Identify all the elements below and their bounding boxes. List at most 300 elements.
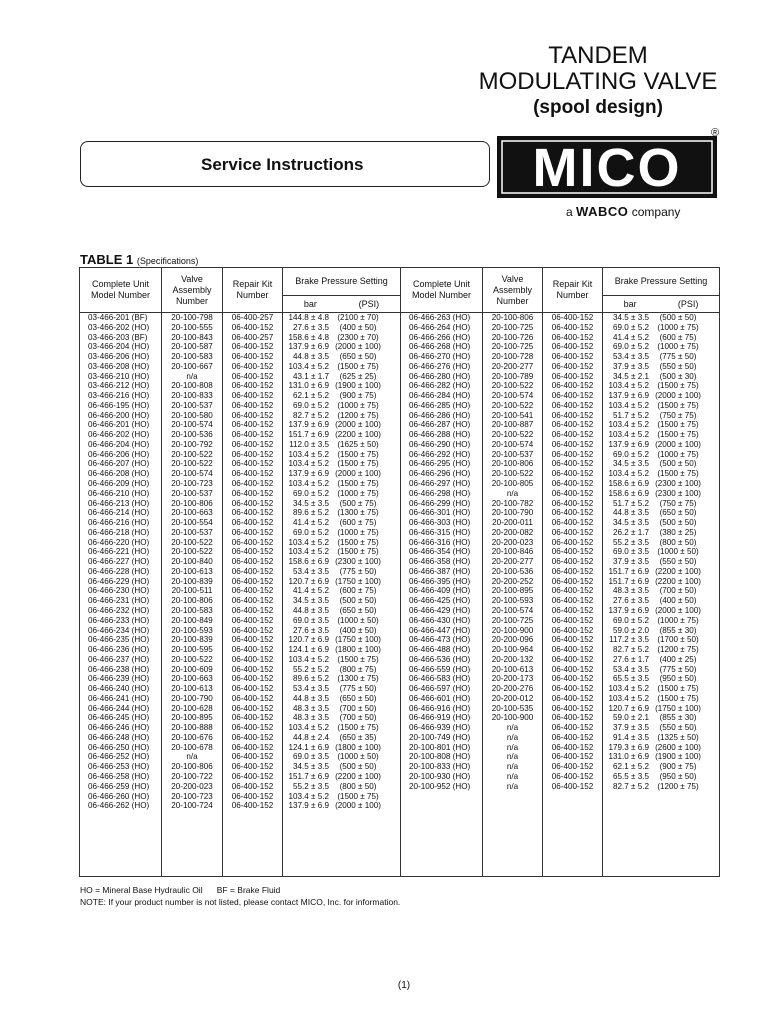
psi-value: (900 ± 75)	[659, 762, 697, 772]
table-cell: 06-400-152	[551, 654, 594, 664]
service-instructions-label: Service Instructions	[201, 155, 364, 174]
header-bar-psi	[603, 296, 720, 313]
bar-value: 48.3 ± 3.5	[613, 586, 649, 596]
psi-value: (750 ± 75)	[659, 498, 697, 508]
header-psi: (PSI)	[358, 298, 380, 309]
psi-value: (2600 ± 100)	[655, 742, 701, 752]
psi-value: (1800 ± 100)	[335, 742, 381, 752]
bar-value: 41.4 ± 5.2	[293, 586, 329, 596]
table-cell: 03-466-212 (HO)	[88, 381, 150, 391]
bar-value: 27.6 ± 3.5	[293, 322, 329, 332]
table-cell: 06-466-270 (HO)	[409, 352, 471, 362]
table-cell: n/a	[186, 752, 198, 762]
table-cell: 06-400-152	[551, 391, 594, 401]
bar-value: 41.4 ± 5.2	[293, 518, 329, 528]
table-cell: 06-400-152	[551, 352, 594, 362]
table-cell: 20-100-536	[491, 566, 534, 576]
table-cell: 20-100-587	[171, 342, 213, 352]
table-cell: 06-466-220 (HO)	[88, 537, 150, 547]
brake-pressure-cell	[603, 586, 719, 596]
specifications-table	[79, 267, 720, 877]
table-cell: 06-466-213 (HO)	[88, 498, 150, 508]
table-cell: 06-466-286 (HO)	[409, 410, 471, 420]
table-cell: 20-100-728	[491, 352, 534, 362]
table-cell: 20-200-252	[491, 576, 534, 586]
brake-pressure-cell	[603, 391, 719, 401]
brake-pressure-cell	[603, 616, 719, 626]
brake-pressure-cell	[283, 792, 400, 802]
table-cell: 20-100-792	[171, 439, 213, 449]
table-cell: 06-466-358 (HO)	[409, 557, 471, 567]
table-cell: n/a	[506, 488, 519, 498]
table-cell: 20-100-537	[491, 449, 534, 459]
table-cell: 06-466-235 (HO)	[88, 635, 150, 645]
doc-title-line2: MODULATING VALVE	[478, 68, 718, 95]
table-cell: 06-400-152	[551, 566, 594, 576]
bar-value: 51.7 ± 5.2	[613, 498, 649, 508]
bar-value: 69.0 ± 5.2	[613, 322, 649, 332]
psi-value: (2300 ± 100)	[655, 488, 701, 498]
table-cell: 06-466-234 (HO)	[88, 625, 150, 635]
brake-pressure-cell	[283, 440, 400, 450]
psi-value: (700 ± 50)	[339, 713, 377, 723]
table-cell: 03-466-208 (HO)	[88, 361, 150, 371]
table-cell: 06-400-152	[231, 596, 274, 606]
brake-pressure-cell	[603, 538, 719, 548]
psi-value: (700 ± 50)	[339, 703, 377, 713]
brake-pressure-cell	[603, 313, 719, 323]
brake-pressure-cell	[603, 479, 719, 489]
bar-value: 37.9 ± 3.5	[613, 723, 649, 733]
table-cell: 06-400-152	[551, 645, 594, 655]
table-cell: 06-466-260 (HO)	[88, 791, 150, 801]
brake-pressure-cell	[603, 557, 719, 567]
table-cell: 03-466-216 (HO)	[88, 391, 150, 401]
table-cell: 06-400-152	[551, 381, 594, 391]
bar-value: 59.0 ± 2.1	[613, 713, 649, 723]
brake-pressure-cell	[283, 674, 400, 684]
table-cell: n/a	[506, 762, 519, 772]
table-cell: 06-400-152	[231, 605, 274, 615]
bar-value: 62.1 ± 5.2	[293, 391, 329, 401]
bar-value: 69.0 ± 3.5	[293, 752, 329, 762]
bar-value: 124.1 ± 6.9	[288, 645, 329, 655]
table-cell: 20-100-676	[171, 732, 213, 742]
bar-value: 69.0 ± 5.2	[293, 400, 329, 410]
bar-value: 158.6 ± 4.8	[288, 332, 329, 342]
table-cell: 06-400-152	[231, 518, 274, 528]
table-cell: 06-466-290 (HO)	[409, 439, 471, 449]
table-cell: 06-466-248 (HO)	[88, 732, 150, 742]
table-cell: 06-400-152	[551, 615, 594, 625]
bar-value: 103.4 ± 5.2	[288, 537, 329, 547]
table-cell: 20-100-789	[491, 371, 534, 381]
table-cell: 20-100-798	[171, 313, 213, 322]
brake-pressure-cell	[283, 694, 400, 704]
table-cell: 06-400-152	[231, 410, 274, 420]
table-cell: 20-100-537	[171, 527, 213, 537]
bar-value: 34.5 ± 3.5	[293, 762, 329, 772]
bar-value: 131.0 ± 6.9	[608, 752, 649, 762]
table-cell: 20-100-613	[491, 664, 534, 674]
brake-pressure-cell	[603, 772, 719, 782]
psi-value: (2000 ± 100)	[335, 342, 381, 352]
brake-pressure-cell	[603, 567, 719, 577]
brake-pressure-cell	[603, 381, 719, 391]
table-cell: 06-466-244 (HO)	[88, 703, 150, 713]
table-cell: 06-466-447 (HO)	[409, 625, 471, 635]
page-number: (1)	[397, 980, 411, 991]
psi-value: (600 ± 75)	[339, 518, 377, 528]
table-cell: 06-400-152	[551, 430, 594, 440]
psi-value: (1500 ± 75)	[657, 420, 699, 430]
bar-value: 151.7 ± 6.9	[288, 430, 329, 440]
table-cell: 20-100-537	[171, 488, 213, 498]
table-cell: 06-466-919 (HO)	[409, 713, 471, 723]
psi-value: (1000 ± 75)	[657, 322, 699, 332]
table-cell: 06-466-559 (HO)	[409, 664, 471, 674]
table-cell: 20-100-895	[171, 713, 213, 723]
header-valve: Valve Assembly Number	[483, 268, 543, 313]
brake-pressure-cell	[603, 743, 719, 753]
psi-value: (1900 ± 100)	[655, 752, 701, 762]
header-bar: bar	[623, 298, 637, 309]
table-cell: 06-400-152	[551, 781, 594, 791]
bar-value: 103.4 ± 5.2	[608, 381, 649, 391]
psi-value: (650 ± 50)	[659, 508, 697, 518]
brake-pressure-cell	[283, 401, 400, 411]
table-cell: 20-100-522	[171, 537, 213, 547]
psi-value: (500 ± 50)	[339, 596, 377, 606]
bar-value: 69.0 ± 5.2	[613, 449, 649, 459]
brake-pressure-cell	[603, 694, 719, 704]
psi-value: (550 ± 50)	[659, 557, 697, 567]
table-cell: 06-466-536 (HO)	[409, 654, 471, 664]
brake-pressure-cell	[603, 362, 719, 372]
table-cell: n/a	[506, 723, 519, 733]
psi-value: (2300 ± 100)	[335, 557, 381, 567]
psi-value: (775 ± 50)	[339, 684, 377, 694]
psi-value: (1200 ± 75)	[657, 781, 699, 791]
bar-value: 137.9 ± 6.9	[288, 342, 329, 352]
psi-value: (1500 ± 75)	[657, 684, 699, 694]
bar-value: 44.8 ± 2.4	[293, 732, 329, 742]
brake-pressure-cell	[603, 469, 719, 479]
table-cell: 20-100-555	[171, 322, 213, 332]
bar-value: 137.9 ± 6.9	[288, 801, 329, 811]
bar-value: 53.4 ± 3.5	[613, 664, 649, 674]
psi-value: (1750 ± 100)	[655, 703, 701, 713]
bar-value: 65.5 ± 3.5	[613, 674, 649, 684]
brake-pressure-cell	[603, 655, 719, 665]
brake-pressure-cell	[283, 577, 400, 587]
brake-pressure-cell	[283, 557, 400, 567]
brake-pressure-cell	[283, 469, 400, 479]
table-cell: 06-400-152	[231, 342, 274, 352]
table-cell: n/a	[506, 732, 519, 742]
table-cell: 06-400-152	[231, 557, 274, 567]
psi-value: (550 ± 50)	[659, 361, 697, 371]
table-cell: 20-200-276	[491, 684, 534, 694]
legend-note: HO = Mineral Base Hydraulic Oil BF = Brake Fluid	[80, 885, 281, 895]
table-cell: 20-100-613	[171, 684, 213, 694]
bar-value: 27.6 ± 3.5	[613, 596, 649, 606]
table-cell: 06-466-206 (HO)	[88, 449, 150, 459]
table-cell: 06-466-395 (HO)	[409, 576, 471, 586]
table-cell: 20-100-535	[491, 703, 534, 713]
brake-pressure-cell	[603, 440, 719, 450]
table-cell: 20-100-790	[171, 693, 213, 703]
brake-pressure-cell	[603, 411, 719, 421]
psi-value: (900 ± 75)	[339, 391, 377, 401]
table-cell: 20-200-132	[491, 654, 534, 664]
table-cell: 20-100-725	[491, 615, 534, 625]
bar-value: 44.8 ± 3.5	[293, 693, 329, 703]
table-cell: 06-400-152	[551, 732, 594, 742]
table-cell: 06-400-152	[551, 742, 594, 752]
bar-value: 112.0 ± 3.5	[289, 439, 329, 449]
table-cell: 20-100-806	[171, 498, 213, 508]
table-cell: 06-466-354 (HO)	[409, 547, 471, 557]
bar-value: 151.7 ± 6.9	[608, 566, 649, 576]
brake-pressure-cell	[603, 333, 719, 343]
table-cell: 06-400-152	[551, 586, 594, 596]
table-cell: 06-400-152	[231, 791, 274, 801]
table-cell: 20-100-522	[491, 430, 534, 440]
table-cell: 20-100-839	[171, 576, 213, 586]
bar-value: 82.7 ± 5.2	[613, 781, 649, 791]
bar-value: 137.9 ± 6.9	[608, 391, 649, 401]
psi-value: (1500 ± 75)	[337, 449, 379, 459]
table-cell: 06-466-429 (HO)	[409, 605, 471, 615]
brake-pressure-cell	[283, 665, 400, 675]
psi-value: (500 ± 30)	[659, 371, 697, 381]
table-cell: 06-400-152	[551, 313, 594, 322]
psi-value: (2000 ± 100)	[655, 439, 701, 449]
brake-pressure-cell	[283, 479, 400, 489]
bar-value: 55.2 ± 3.5	[613, 537, 649, 547]
table-cell: 06-400-152	[551, 400, 594, 410]
table-cell: 20-100-833 (HO)	[409, 762, 471, 772]
bar-value: 82.7 ± 5.2	[293, 410, 329, 420]
table-cell: 06-466-236 (HO)	[88, 645, 150, 655]
bar-value: 124.1 ± 6.9	[288, 742, 329, 752]
table-caption	[80, 252, 198, 267]
bar-value: 103.4 ± 5.2	[288, 547, 329, 557]
table-cell: 06-400-152	[231, 576, 274, 586]
brake-pressure-cell	[283, 362, 400, 372]
header-model: Complete Unit Model Number	[80, 268, 162, 313]
table-cell: 06-466-301 (HO)	[409, 508, 471, 518]
table-cell: 06-466-263 (HO)	[409, 313, 471, 322]
brake-pressure-cell	[283, 489, 400, 499]
psi-value: (775 ± 50)	[339, 566, 377, 576]
table-cell: 20-100-593	[171, 625, 213, 635]
psi-value: (400 ± 50)	[339, 322, 377, 332]
brake-pressure-cell	[603, 547, 719, 557]
table-cell: 20-100-580	[171, 410, 213, 420]
table-cell: 06-400-152	[551, 508, 594, 518]
bar-value: 53.4 ± 3.5	[293, 684, 329, 694]
psi-value: (1000 ± 75)	[657, 449, 699, 459]
psi-value: (1500 ± 75)	[657, 693, 699, 703]
psi-value: (1500 ± 75)	[657, 400, 699, 410]
table-cell: 06-466-245 (HO)	[88, 713, 150, 723]
psi-value: (1500 ± 75)	[337, 479, 379, 489]
psi-value: (1000 ± 75)	[337, 527, 379, 537]
bar-value: 53.4 ± 3.5	[613, 352, 649, 362]
table-cell: 20-100-574	[171, 469, 213, 479]
table-cell: 06-400-152	[231, 752, 274, 762]
table-cell: 06-466-473 (HO)	[409, 635, 471, 645]
table-cell: 20-100-574	[491, 605, 534, 615]
psi-value: (650 ± 35)	[339, 732, 377, 742]
psi-value: (2300 ± 70)	[337, 332, 379, 342]
wabco-brand: WABCO	[576, 204, 629, 219]
psi-value: (1500 ± 75)	[337, 791, 379, 801]
table-cell: 20-100-723	[171, 479, 213, 489]
brake-pressure-cell	[603, 450, 719, 460]
table-cell: 06-400-152	[231, 586, 274, 596]
table-cell: 20-100-849	[171, 615, 213, 625]
header-bar-psi	[283, 296, 401, 313]
table-cell: 06-466-241 (HO)	[88, 693, 150, 703]
table-cell: 06-400-152	[231, 713, 274, 723]
table-cell: 20-200-012	[491, 693, 534, 703]
brake-pressure-cell	[283, 713, 400, 723]
table-cell: 06-466-216 (HO)	[88, 518, 150, 528]
table-cell: 06-466-298 (HO)	[409, 488, 471, 498]
brake-pressure-cell	[603, 352, 719, 362]
bar-value: 137.9 ± 6.9	[288, 469, 329, 479]
bar-value: 44.8 ± 3.5	[293, 352, 329, 362]
brake-pressure-cell	[283, 801, 400, 811]
brake-pressure-cell	[283, 333, 400, 343]
psi-value: (1500 ± 75)	[337, 654, 379, 664]
table-cell: 06-400-152	[231, 625, 274, 635]
table-cell: 06-466-201 (HO)	[88, 420, 150, 430]
bar-value: 131.0 ± 6.9	[288, 381, 329, 391]
psi-value: (1000 ± 75)	[337, 400, 379, 410]
table-cell: 20-100-522	[491, 400, 534, 410]
tagline-prefix: a	[566, 205, 573, 219]
table-cell: 06-400-152	[551, 449, 594, 459]
table-cell: 20-100-522	[171, 449, 213, 459]
brake-pressure-cell	[283, 411, 400, 421]
table-cell: 06-400-152	[231, 488, 274, 498]
table-cell: 06-466-387 (HO)	[409, 566, 471, 576]
psi-value: (1200 ± 75)	[657, 645, 699, 655]
table-caption-title: TABLE 1	[80, 252, 134, 267]
brake-pressure-cell	[603, 626, 719, 636]
bar-value: 103.4 ± 5.2	[608, 469, 649, 479]
table-cell: 03-466-206 (HO)	[88, 352, 150, 362]
table-cell: 06-466-230 (HO)	[88, 586, 150, 596]
brake-pressure-cell	[283, 743, 400, 753]
table-cell: 06-466-296 (HO)	[409, 469, 471, 479]
psi-value: (1000 ± 50)	[337, 752, 379, 762]
table-cell: 20-100-536	[171, 430, 213, 440]
psi-value: (775 ± 50)	[659, 664, 697, 674]
bar-value: 91.4 ± 3.5	[613, 732, 649, 742]
table-cell: 06-400-152	[231, 508, 274, 518]
table-cell: 20-100-678	[171, 742, 213, 752]
brake-pressure-cell	[603, 508, 719, 518]
table-cell: 20-100-839	[171, 635, 213, 645]
bar-value: 137.9 ± 6.9	[608, 605, 649, 615]
table-cell: 06-400-152	[231, 537, 274, 547]
brake-pressure-cell	[283, 596, 400, 606]
psi-value: (1500 ± 75)	[337, 459, 379, 469]
bar-value: 62.1 ± 5.2	[613, 762, 649, 772]
table-cell: 06-466-209 (HO)	[88, 479, 150, 489]
table-cell: 06-400-152	[551, 410, 594, 420]
table-cell: 20-100-663	[171, 674, 213, 684]
table-cell: 06-466-240 (HO)	[88, 684, 150, 694]
right-model-column	[401, 313, 483, 877]
table-cell: 06-466-246 (HO)	[88, 723, 150, 733]
brake-pressure-cell	[283, 606, 400, 616]
table-cell: 06-466-210 (HO)	[88, 488, 150, 498]
bar-value: 103.4 ± 5.2	[608, 693, 649, 703]
table-cell: 06-466-430 (HO)	[409, 615, 471, 625]
table-cell: 06-400-152	[231, 664, 274, 674]
table-cell: 06-400-152	[231, 469, 274, 479]
table-cell: 06-466-285 (HO)	[409, 400, 471, 410]
left-valve-column	[162, 313, 223, 877]
brake-pressure-cell	[283, 626, 400, 636]
table-cell: 06-466-195 (HO)	[88, 400, 150, 410]
table-cell: 20-100-723	[171, 791, 213, 801]
table-cell: 06-466-583 (HO)	[409, 674, 471, 684]
table-cell: 06-466-259 (HO)	[88, 781, 150, 791]
header-repair: Repair Kit Number	[223, 268, 283, 313]
brake-pressure-cell	[283, 762, 400, 772]
table-cell: 20-100-628	[171, 703, 213, 713]
table-cell: 06-400-152	[231, 566, 274, 576]
bar-value: 27.6 ± 3.5	[293, 625, 329, 635]
psi-value: (700 ± 50)	[659, 586, 697, 596]
table-cell: 06-466-409 (HO)	[409, 586, 471, 596]
table-cell: 20-100-522	[491, 469, 534, 479]
table-cell: 06-400-152	[551, 342, 594, 352]
brake-pressure-cell	[283, 733, 400, 743]
psi-value: (650 ± 50)	[339, 693, 377, 703]
table-cell: 20-100-609	[171, 664, 213, 674]
bar-value: 120.7 ± 6.9	[288, 635, 329, 645]
bar-value: 103.4 ± 5.2	[288, 459, 329, 469]
table-cell: 06-400-152	[231, 781, 274, 791]
table-cell: 06-400-152	[551, 625, 594, 635]
service-instructions-banner	[80, 141, 490, 187]
mico-logo-text: MICO	[532, 138, 682, 198]
bar-value: 34.5 ± 3.5	[293, 596, 329, 606]
table-cell: 06-466-202 (HO)	[88, 430, 150, 440]
table-cell: 06-466-228 (HO)	[88, 566, 150, 576]
table-cell: n/a	[506, 742, 519, 752]
psi-value: (1750 ± 100)	[335, 635, 381, 645]
table-cell: 20-100-900	[491, 625, 534, 635]
brake-pressure-cell	[603, 713, 719, 723]
table-cell: 06-400-152	[231, 762, 274, 772]
brake-pressure-cell	[603, 489, 719, 499]
left-model-column	[80, 313, 162, 877]
table-cell: 06-400-152	[551, 527, 594, 537]
psi-value: (2100 ± 70)	[337, 313, 379, 322]
table-cell: 03-466-210 (HO)	[88, 371, 150, 381]
table-cell: 20-100-808	[171, 381, 213, 391]
table-cell: 20-100-888	[171, 723, 213, 733]
